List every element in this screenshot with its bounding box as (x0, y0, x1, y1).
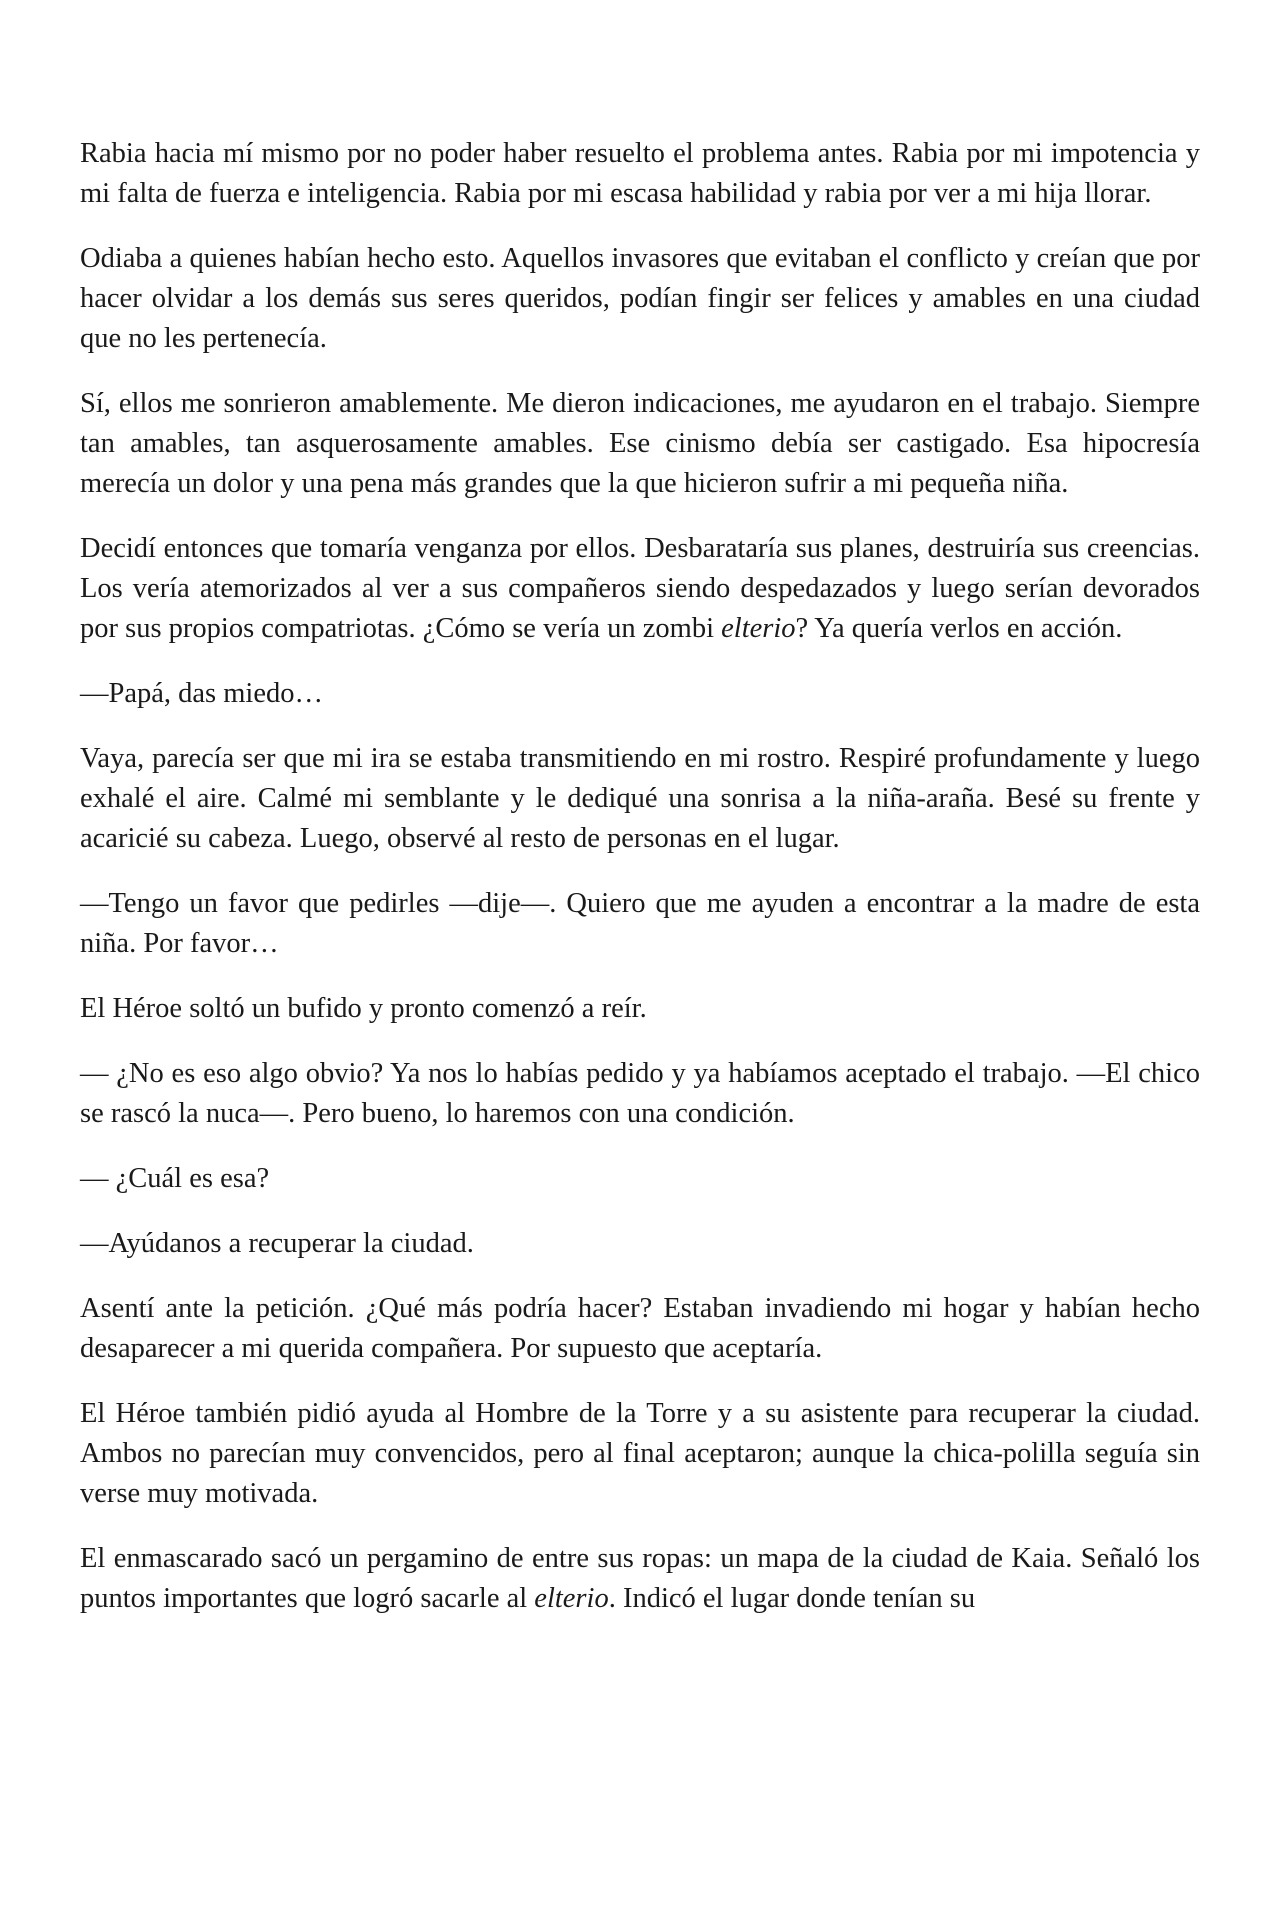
paragraph-text: Rabia hacia mí mismo por no poder haber resuelto el problema antes. Rabia por mi impotencia y mi falta de fuerza e inteligencia. Rabia por mi escasa habilidad y rabia por ver a mi hija llorar. (80, 138, 1200, 209)
paragraph-text: El Héroe soltó un bufido y pronto comenzó a reír. (80, 993, 647, 1024)
paragraph-text: Vaya, parecía ser que mi ira se estaba transmitiendo en mi rostro. Respiré profundamente y luego exhalé el aire. Calmé mi semblante y le dediqué una sonrisa a la niña-araña. Besé su frente y acaricié su cabeza. Luego, observé al resto de personas en el lugar. (80, 743, 1200, 854)
paragraph-enmascarado (80, 1539, 1200, 1619)
paragraph-cual (80, 1159, 1200, 1199)
paragraph-text: El Héroe también pidió ayuda al Hombre de la Torre y a su asistente para recuperar la ciudad. Ambos no parecían muy convencidos, pero al final aceptaron; aunque la chica-polilla seguía sin verse muy motivada. (80, 1398, 1200, 1509)
paragraph-venganza (80, 529, 1200, 649)
paragraph-text: — ¿No es eso algo obvio? Ya nos lo habías pedido y ya habíamos aceptado el trabajo. —El chico se rascó la nuca—. Pero bueno, lo haremos con una condición. (80, 1058, 1200, 1129)
paragraph-odiaba (80, 239, 1200, 359)
paragraph-text: . Indicó el lugar donde tenían su (608, 1583, 976, 1614)
paragraph-text: — ¿Cuál es esa? (80, 1163, 270, 1194)
paragraph-text: El enmascarado sacó un pergamino de entre sus ropas: un mapa de la ciudad de Kaia. Señaló los puntos importantes que logró sacarle al (80, 1543, 1200, 1614)
paragraph-sonrieron (80, 384, 1200, 504)
paragraph-vaya (80, 739, 1200, 859)
paragraph-ayudanos (80, 1224, 1200, 1264)
paragraph-das-miedo (80, 674, 1200, 714)
paragraph-heroe-ayuda (80, 1394, 1200, 1514)
paragraph-asenti (80, 1289, 1200, 1369)
paragraph-rabia (80, 134, 1200, 214)
paragraph-bufido (80, 989, 1200, 1029)
paragraph-text: —Ayúdanos a recuperar la ciudad. (80, 1228, 474, 1259)
paragraph-text: Decidí entonces que tomaría venganza por ellos. Desbarataría sus planes, destruiría sus creencias. Los vería atemorizados al ver a sus compañeros siendo despedazados y luego serían devorados por sus propios compatriotas. ¿Cómo se vería un zombi (80, 533, 1200, 644)
italic-word: elterio (534, 1583, 609, 1614)
paragraph-text: Asentí ante la petición. ¿Qué más podría hacer? Estaban invadiendo mi hogar y habían hecho desaparecer a mi querida compañera. Por supuesto que aceptaría. (80, 1293, 1200, 1364)
paragraph-obvio (80, 1054, 1200, 1134)
book-page (80, 134, 1200, 1644)
paragraph-text: —Papá, das miedo… (80, 678, 324, 709)
paragraph-text: Odiaba a quienes habían hecho esto. Aquellos invasores que evitaban el conflicto y creían que por hacer olvidar a los demás sus seres queridos, podían fingir ser felices y amables en una ciudad que no les pertenecía. (80, 243, 1200, 354)
paragraph-text: —Tengo un favor que pedirles —dije—. Quiero que me ayuden a encontrar a la madre de esta niña. Por favor… (80, 888, 1200, 959)
paragraph-favor (80, 884, 1200, 964)
paragraph-text: ? Ya quería verlos en acción. (795, 613, 1123, 644)
italic-word: elterio (721, 613, 796, 644)
paragraph-text: Sí, ellos me sonrieron amablemente. Me dieron indicaciones, me ayudaron en el trabajo. Siempre tan amables, tan asquerosamente amables. Ese cinismo debía ser castigado. Esa hipocresía merecía un dolor y una pena más grandes que la que hicieron sufrir a mi pequeña niña. (80, 388, 1200, 499)
